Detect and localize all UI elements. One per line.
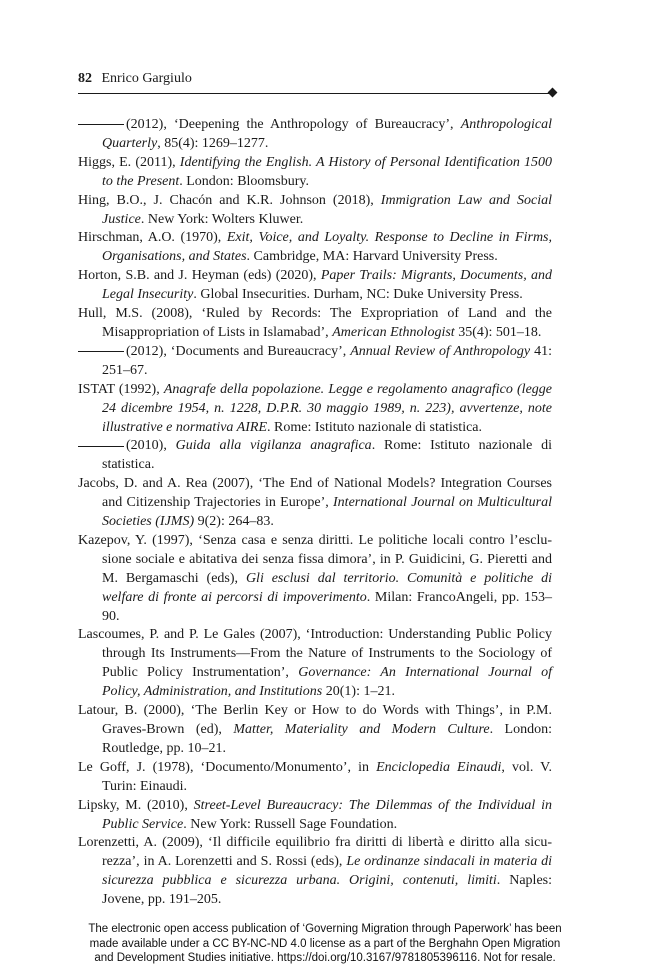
reference-text: (2010), — [126, 438, 176, 454]
reference-text: ISTAT (1992), — [78, 381, 164, 397]
reference-title: Guida alla vigilanza anagrafica — [175, 438, 372, 454]
reference-text: (2012), ‘Documents and Bureaucracy’, — [126, 343, 351, 359]
reference-entry — [78, 229, 552, 267]
reference-title: Governance: An International Journal of Policy, Administration, and Institutions — [102, 665, 553, 700]
reference-text: Horton, S.B. and J. Heyman (eds) (2020), — [78, 268, 321, 284]
reference-entry — [78, 475, 552, 532]
running-head-author: Enrico Gargiulo — [101, 71, 192, 86]
reference-entry — [78, 305, 552, 343]
reference-text: . Cambridge, MA: Harvard University Press. — [246, 249, 498, 265]
reference-text: 41: 251–67. — [102, 343, 553, 378]
notice-line: and Development Studies initiative. https://doi.org/10.3167/9781805396116. Not for resale. — [94, 952, 556, 964]
page-number: 82 — [78, 71, 92, 86]
reference-text: . New York: Russell Sage Foundation. — [183, 816, 398, 832]
reference-title: American Ethnologist — [332, 324, 455, 340]
reference-text: Hing, B.O., J. Chacón and K.R. Johnson (2018), — [78, 192, 381, 208]
reference-text: , vol. V. Turin: Einaudi. — [102, 759, 552, 794]
reference-text: Latour, B. (2000), ‘The Berlin Key or How to do Words with Things’, in P.M. Graves-Brown (ed), — [78, 703, 552, 737]
reference-entry — [78, 437, 552, 475]
reference-text: (2012), ‘Deepening the Anthropology of Bureaucracy’, — [126, 117, 461, 132]
reference-title: Identifying the English. A History of Personal Identification 1500 to the Present — [102, 154, 552, 189]
ditto-dash — [78, 446, 124, 447]
reference-title: Enciclopedia Einaudi — [376, 759, 502, 775]
reference-text: 9(2): 264–83. — [194, 514, 274, 530]
reference-entry — [78, 797, 552, 835]
header-rule — [78, 93, 550, 94]
reference-text: . Naples: Jovene, pp. 191–205. — [102, 873, 552, 908]
reference-entry — [78, 381, 552, 438]
reference-entry — [78, 532, 552, 627]
reference-title: Street-Level Bureaucracy: The Dilemmas of the Individual in Public Service — [102, 797, 552, 832]
reference-text: . Milan: FrancoAngeli, pp. 153–90. — [102, 589, 553, 624]
reference-title: Anagrafe della popolazione. Legge e regolamento anagrafico (legge 24 dicembre 1954, n. 1228, D.P.R. 30 maggio 1989, n. 223), avvertenze, note illustrative e normativa AIRE — [102, 381, 553, 435]
reference-title: Gli esclusi dal territorio. Comunità e politiche di welfare di fronte ai percorsi di impoverimento — [102, 570, 552, 605]
reference-entry — [78, 116, 552, 154]
reference-entry — [78, 626, 552, 702]
reference-title: Annual Review of Anthropology — [350, 343, 531, 359]
reference-title: Exit, Voice, and Loyalty. Response to Decline in Firms, Organisations, and States — [102, 230, 552, 265]
reference-entry — [78, 702, 552, 759]
open-access-notice — [60, 922, 590, 966]
reference-title: Anthropological Quarterly — [102, 117, 552, 151]
reference-text: . London: Routledge, pp. 10–21. — [102, 722, 552, 756]
reference-title: Le ordinanze sindacali in materia di sicurezza pubblica e sicurezza urbana. Origini, contenuti, limiti — [102, 854, 552, 889]
reference-entry — [78, 343, 552, 381]
reference-text: Lorenzetti, A. (2009), ‘Il difficile equilibrio fra diritti di libertà e diritto alla sicu-rezza’, in A. Lorenzetti and S. Rossi (eds), — [78, 835, 552, 870]
reference-text: Le Goff, J. (1978), ‘Documento/Monumento’, in — [78, 759, 377, 775]
notice-line: The electronic open access publication of ‘Governing Migration through Paperwork’ has been — [88, 923, 562, 935]
reference-text: . Global Insecurities. Durham, NC: Duke University Press. — [193, 287, 523, 303]
reference-entry — [78, 154, 552, 192]
reference-text: Lascoumes, P. and P. Le Gales (2007), ‘Introduction: Understanding Public Policy through Its Instruments—From the Nature of Instruments to the Sociology of Public Policy Instrumentation’, — [78, 627, 552, 681]
reference-text: . Rome: Istituto nazionale di statistica. — [102, 438, 553, 473]
reference-text: Lipsky, M. (2010), — [78, 797, 194, 813]
reference-text: . New York: Wolters Kluwer. — [140, 211, 304, 227]
reference-text: 35(4): 501–18. — [454, 324, 542, 340]
reference-text: 20(1): 1–21. — [322, 684, 395, 700]
reference-title: International Journal on Multicultural Societies (IJMS) — [102, 495, 552, 530]
reference-title: Immigration Law and Social Justice — [102, 192, 553, 227]
reference-entry — [78, 192, 552, 230]
reference-text: . Rome: Istituto nazionale di statistica. — [267, 419, 483, 435]
reference-title: Matter, Materiality and Modern Culture — [233, 722, 490, 737]
reference-text: , 85(4): 1269–1277. — [157, 135, 269, 151]
reference-text: Kazepov, Y. (1997), ‘Senza casa e senza diritti. Le politiche locali contro l’esclu-sione sociale e abitativa dei senza fissa dimora’, in P. Guidicini, G. Pieretti and M. Bergamaschi (eds), — [78, 532, 552, 586]
reference-text: Jacobs, D. and A. Rea (2007), ‘The End of National Models? Integration Courses and Citizenship Trajectories in Europe’, — [78, 476, 552, 511]
reference-text: Higgs, E. (2011), — [78, 154, 180, 170]
reference-text: Hirschman, A.O. (1970), — [78, 230, 227, 246]
reference-entry — [78, 759, 552, 797]
reference-text: . London: Bloomsbury. — [179, 173, 310, 189]
running-header — [78, 70, 556, 88]
notice-line: made available under a CC BY-NC-ND 4.0 license as a part of the Berghahn Open Migration — [89, 937, 561, 950]
reference-text: Hull, M.S. (2008), ‘Ruled by Records: The Expropriation of Land and the Misappropriation of Lists in Islamabad’, — [78, 306, 552, 340]
reference-list — [78, 116, 552, 910]
reference-title: Paper Trails: Migrants, Documents, and Legal Insecurity — [102, 268, 553, 303]
reference-entry — [78, 834, 552, 910]
ditto-dash — [78, 124, 124, 125]
reference-entry — [78, 267, 552, 305]
diamond-ornament-icon — [548, 88, 558, 98]
ditto-dash — [78, 351, 124, 352]
